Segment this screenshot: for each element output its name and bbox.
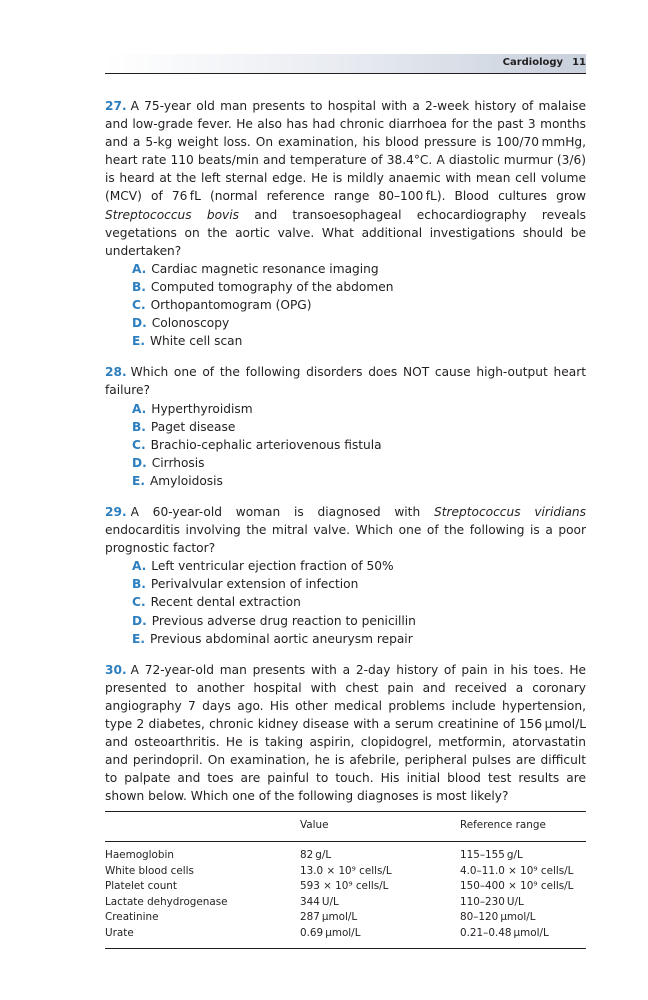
test-value: 593 × 10⁹ cells/L: [300, 880, 389, 893]
question-30: [105, 661, 586, 949]
option-letter: E.: [132, 473, 145, 488]
question-stem: [105, 363, 586, 399]
blood-results-table: [105, 811, 586, 948]
test-value: 287 µmol/L: [300, 911, 358, 924]
question-stem: [105, 503, 586, 557]
question-number: 29.: [105, 504, 127, 519]
question-29: [105, 503, 586, 648]
option-e: [132, 472, 586, 490]
option-text: Previous adverse drug reaction to penicillin: [151, 613, 416, 628]
option-letter: D.: [132, 316, 147, 331]
option-text: Amyloidosis: [149, 473, 223, 488]
option-letter: A.: [132, 261, 147, 276]
option-text: Recent dental extraction: [150, 595, 301, 610]
option-d: [132, 454, 586, 472]
answer-options: [105, 557, 586, 647]
option-a: [132, 400, 586, 418]
option-e: [132, 332, 586, 350]
option-letter: D.: [132, 613, 147, 628]
test-name: White blood cells: [105, 864, 194, 877]
option-text: Paget disease: [150, 419, 236, 434]
question-number: 27.: [105, 99, 127, 113]
option-letter: B.: [132, 577, 146, 592]
reference-range: 0.21–0.48 µmol/L: [460, 926, 586, 948]
test-name: Lactate dehydrogenase: [105, 895, 228, 908]
option-text: White cell scan: [149, 334, 243, 349]
option-c: [132, 436, 586, 454]
column-header-value: Value: [300, 812, 460, 842]
test-name: Haemoglobin: [105, 849, 174, 862]
option-d: [132, 314, 586, 332]
stem-text: A 72-year-old man presents with a 2-day history of pain in his toes. He presented to another hospital with chest pain and received a coronary angiography 7 days ago. His other medical problems include hypertension, type 2 diabetes, chronic kidney disease with a serum creatinine of 156 µmol/L and osteoarthritis. He is taking aspirin, clopidogrel, metformin, atorvastatin and perindopril. On examination, he is afebrile, peripheral pulses are difficult to palpate and toes are painful to touch. His initial blood test results are shown below. Which one of the following diagnoses is most likely?: [105, 662, 586, 804]
option-b: [132, 418, 586, 436]
option-text: Cardiac magnetic resonance imaging: [151, 261, 379, 276]
option-letter: D.: [132, 455, 147, 470]
question-28: [105, 363, 586, 490]
table-row: [105, 879, 586, 895]
stem-text: Which one of the following disorders does NOT cause high-output heart failure?: [105, 365, 586, 398]
test-value: 82 g/L: [300, 849, 332, 862]
option-text: Left ventricular ejection fraction of 50%: [151, 559, 394, 574]
table-row: [105, 926, 586, 948]
option-letter: C.: [132, 298, 146, 313]
stem-text: A 75-year old man presents to hospital with a 2-week history of malaise and low-grade fever. He also has had chronic diarrhoea for the past 3 months and a 5-kg weight loss. On examination, his blood pressure is 100/70 mmHg, heart rate 110 beats/min and temperature of 38.4°C. A diastolic murmur (3/6) is heard at the left sternal edge. He is mildly anaemic with mean cell volume (MCV) of 76 fL (normal reference range 80–100 fL). Blood cultures grow: [105, 99, 586, 204]
page-content: [105, 97, 586, 962]
answer-options: [105, 260, 586, 350]
option-c: [132, 593, 586, 611]
test-name: Platelet count: [105, 880, 177, 893]
reference-range: 150–400 × 10⁹ cells/L: [460, 880, 574, 893]
option-b: [132, 278, 586, 296]
option-text: Cirrhosis: [151, 455, 205, 470]
stem-text: A 60-year-old woman is diagnosed with: [130, 504, 434, 519]
test-name: Creatinine: [105, 911, 159, 924]
table-header-row: [105, 812, 586, 842]
table-row: [105, 895, 586, 911]
test-value: 344 U/L: [300, 895, 339, 908]
reference-range: 110–230 U/L: [460, 895, 524, 908]
test-value: 13.0 × 10⁹ cells/L: [300, 864, 392, 877]
running-head-section: Cardiology: [502, 57, 564, 68]
question-number: 28.: [105, 365, 127, 380]
option-c: [132, 296, 586, 314]
option-text: Previous abdominal aortic aneurysm repair: [149, 631, 413, 646]
question-27: [105, 97, 586, 350]
stem-italic: Streptococcus bovis: [105, 207, 240, 222]
option-letter: C.: [132, 437, 146, 452]
option-text: Hyperthyroidism: [151, 401, 253, 416]
option-letter: A.: [132, 559, 147, 574]
option-letter: C.: [132, 595, 146, 610]
running-head: [503, 57, 586, 68]
reference-range: 4.0–11.0 × 10⁹ cells/L: [460, 864, 574, 877]
stem-text-end: endocarditis involving the mitral valve. Which one of the following is a poor prognostic factor?: [105, 523, 586, 556]
question-stem: [105, 661, 586, 806]
stem-text-end: and transoesophageal echocardiography reveals vegetations on the aortic valve. What additional investigations should be undertaken?: [105, 207, 586, 258]
table-row: [105, 864, 586, 880]
option-b: [132, 575, 586, 593]
column-header-test: [105, 812, 300, 842]
option-e: [132, 630, 586, 648]
option-letter: E.: [132, 631, 145, 646]
option-text: Brachio-cephalic arteriovenous fistula: [150, 437, 382, 452]
test-name: Urate: [105, 926, 300, 948]
table-row: [105, 910, 586, 926]
option-d: [132, 612, 586, 630]
table-row: [105, 842, 586, 864]
reference-range: 115–155 g/L: [460, 849, 523, 862]
option-text: Computed tomography of the abdomen: [150, 279, 394, 294]
option-letter: B.: [132, 419, 146, 434]
page-number: 11: [572, 57, 586, 68]
test-value: 0.69 µmol/L: [300, 926, 460, 948]
option-text: Perivalvular extension of infection: [150, 577, 359, 592]
option-a: [132, 557, 586, 575]
option-text: Orthopantomogram (OPG): [150, 298, 312, 313]
question-number: 30.: [105, 662, 127, 677]
question-stem: [105, 97, 586, 260]
reference-range: 80–120 µmol/L: [460, 911, 536, 924]
answer-options: [105, 400, 586, 490]
stem-italic: Streptococcus viridians: [433, 504, 586, 519]
option-letter: B.: [132, 279, 146, 294]
column-header-reference: Reference range: [460, 812, 586, 842]
option-letter: E.: [132, 334, 145, 349]
option-letter: A.: [132, 401, 147, 416]
option-text: Colonoscopy: [151, 316, 230, 331]
running-head-rule: [105, 73, 586, 74]
option-a: [132, 260, 586, 278]
